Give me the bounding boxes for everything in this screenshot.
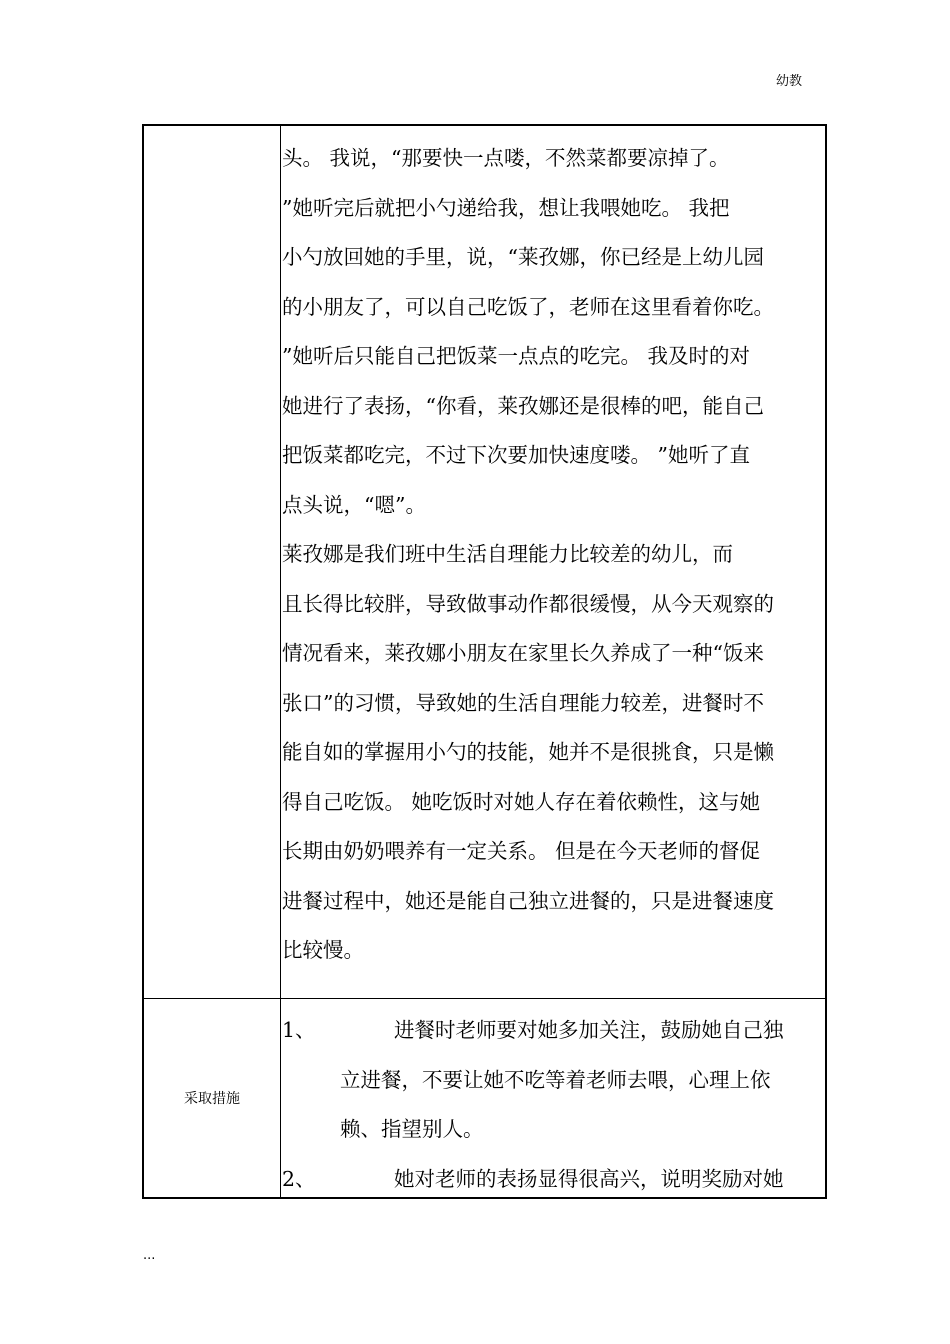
text-line: ”她听完后就把小勺递给我，想让我喂她吃。 我把	[282, 195, 730, 220]
column-divider	[280, 126, 281, 1197]
text-line: 她进行了表扬，“你看，莱孜娜还是很棒的吧，能自己	[282, 393, 764, 418]
observation-table	[142, 124, 827, 1199]
text-line: 能自如的掌握用小勺的技能，她并不是很挑食，只是懒	[282, 740, 774, 764]
text-line: 把饭菜都吃完，不过下次要加快速度喽。 ”她听了直	[282, 443, 750, 467]
text-line: 且长得比较胖，导致做事动作都很缓慢，从今天观察的	[282, 591, 774, 616]
text-line: 比较慢。	[282, 938, 364, 962]
measure-text: 立进餐，不要让她不吃等着老师去喂，心理上依	[340, 1067, 771, 1092]
measure-item	[282, 1006, 817, 1056]
text-line: 的小朋友了，可以自己吃饭了，老师在这里看着你吃。	[282, 294, 774, 319]
text-line: 头。 我说，“那要快一点喽，不然菜都要凉掉了。	[282, 146, 730, 170]
text-line: 小勺放回她的手里，说，“莱孜娜，你已经是上幼儿园	[282, 245, 764, 269]
measure-text-continued	[282, 1056, 817, 1106]
text-line: 莱孜娜是我们班中生活自理能力比较差的幼儿，而	[282, 542, 733, 566]
text-line: 情况看来，莱孜娜小朋友在家里长久养成了一种“饭来	[282, 641, 764, 665]
text-line: 张口”的习惯，导致她的生活自理能力较差，进餐时不	[282, 690, 764, 715]
measure-item	[282, 1155, 817, 1205]
text-line: 得自己吃饭。 她吃饭时对她人存在着依赖性，这与她	[282, 789, 761, 814]
measure-text: 她对老师的表扬显得很高兴，说明奖励对她	[394, 1166, 784, 1191]
text-line: ”她听后只能自己把饭菜一点点的吃完。 我及时的对	[282, 344, 750, 368]
measure-text-continued	[282, 1105, 817, 1155]
measure-text: 赖、指望别人。	[340, 1117, 484, 1141]
page-footer-ellipsis: ...	[143, 1248, 156, 1263]
text-line: 点头说，“嗯”。	[282, 492, 426, 517]
row-divider	[144, 998, 825, 999]
observation-text	[282, 134, 817, 976]
measures-list	[282, 1006, 817, 1204]
text-line: 进餐过程中，她还是能自己独立进餐的，只是进餐速度	[282, 888, 774, 913]
text-line: 长期由奶奶喂养有一定关系。 但是在今天老师的督促	[282, 839, 761, 863]
measures-label: 采取措施	[184, 1091, 240, 1107]
measure-number: 2、	[282, 1166, 316, 1191]
measure-text: 进餐时老师要对她多加关注，鼓励她自己独	[394, 1018, 784, 1042]
page-header-tag: 幼教	[776, 74, 803, 89]
measure-number: 1、	[282, 1018, 316, 1042]
